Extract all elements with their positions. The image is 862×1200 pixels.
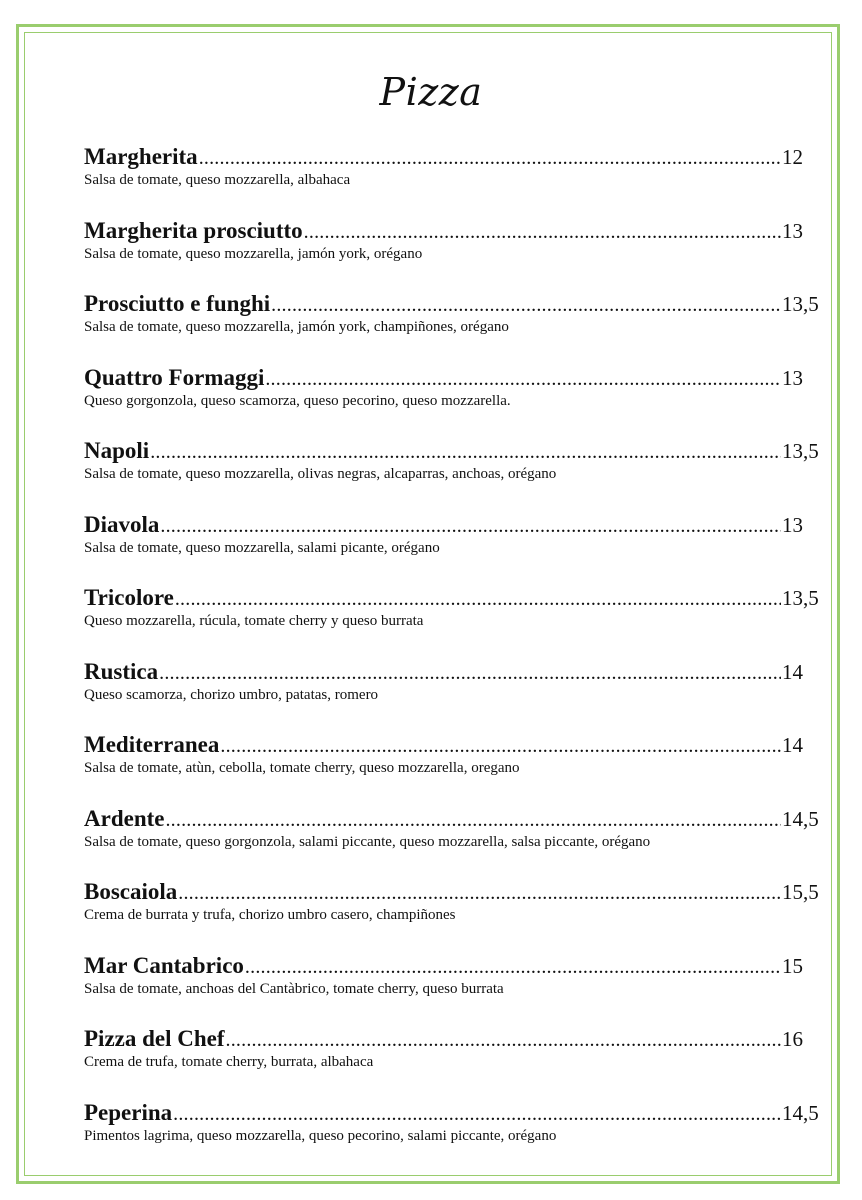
menu-item-price: 13 [782,365,803,390]
menu-item-price: 12 [782,145,803,169]
menu-item-price: 16 [782,1027,803,1051]
menu-item-price: 14 [782,733,803,757]
menu-item-description: Salsa de tomate, queso mozzarella, olivas negras, alcaparras, anchoas, orégano [84,466,557,482]
menu-item-price: 14 [782,659,803,684]
menu-item [84,289,834,363]
menu-title: Pizza [379,70,483,114]
menu-item-row [84,510,834,540]
menu-item-row [84,730,834,760]
menu-item-name: Mediterranea [84,732,220,757]
menu-item [84,657,834,731]
menu-item [84,583,834,657]
pizza-menu-list [84,142,834,1171]
menu-item-row [84,877,834,907]
menu-item-name: Pizza del Chef [84,1026,225,1051]
menu-item [84,1098,834,1172]
menu-item-description: Salsa de tomate, queso gorgonzola, salami piccante, queso mozzarella, salsa piccante, orégano [84,833,651,850]
menu-item [84,877,834,951]
menu-item-description: Queso mozzarella, rúcula, tomate cherry y queso burrata [84,613,424,629]
menu-item-price: 13,5 [782,586,819,610]
menu-item-name: Boscaiola [84,879,178,904]
menu-item-row [84,436,834,466]
menu-item-description: Salsa de tomate, anchoas del Cantàbrico, tomate cherry, queso burrata [84,980,504,997]
menu-item-price: 13 [782,218,803,243]
menu-item [84,510,834,584]
menu-item-name: Peperina [84,1099,173,1125]
menu-item-description: Salsa de tomate, queso mozzarella, jamón york, champiñones, orégano [84,319,509,335]
menu-item-row [84,289,834,319]
menu-item [84,216,834,290]
menu-item-row [84,657,834,687]
menu-item [84,1024,834,1098]
menu-item-price: 13 [782,512,803,537]
menu-item-name: Tricolore [84,585,174,610]
menu-item-row [84,142,834,172]
menu-item [84,142,834,216]
menu-item-description: Salsa de tomate, queso mozzarella, salami picante, orégano [84,539,440,556]
menu-item-row [84,583,834,613]
menu-item-row [84,1024,834,1054]
menu-item-row [84,804,834,834]
menu-item [84,730,834,804]
menu-item-description: Salsa de tomate, queso mozzarella, jamón york, orégano [84,245,423,262]
menu-item-name: Ardente [84,805,165,831]
menu-item-description: Queso scamorza, chorizo umbro, patatas, romero [84,686,379,703]
menu-item-name: Napoli [84,438,150,463]
menu-item-price: 14,5 [782,806,819,831]
menu-item-price: 14,5 [782,1100,819,1125]
menu-item [84,363,834,437]
menu-item-name: Prosciutto e funghi [84,291,271,316]
menu-item-name: Mar Cantabrico [84,952,244,978]
menu-item-description: Salsa de tomate, queso mozzarella, albahaca [84,172,351,188]
menu-item-price: 15,5 [782,880,819,904]
menu-item-description: Crema de burrata y trufa, chorizo umbro casero, champiñones [84,907,456,923]
menu-item-description: Salsa de tomate, atùn, cebolla, tomate cherry, queso mozzarella, oregano [84,760,520,776]
menu-item-description: Queso gorgonzola, queso scamorza, queso pecorino, queso mozzarella. [84,392,511,409]
menu-item [84,436,834,510]
menu-item-row [84,363,834,393]
menu-item-row [84,951,834,981]
menu-item [84,951,834,1025]
menu-item-description: Pimentos lagrima, queso mozzarella, queso pecorino, salami piccante, orégano [84,1127,557,1144]
menu-item-description: Crema de trufa, tomate cherry, burrata, albahaca [84,1054,374,1070]
menu-item-name: Quattro Formaggi [84,364,265,390]
menu-item-name: Margherita [84,144,198,169]
menu-item-name: Margherita prosciutto [84,217,303,243]
menu-item-row [84,216,834,246]
menu-item-price: 15 [782,953,803,978]
menu-item-row [84,1098,834,1128]
menu-item-name: Rustica [84,658,159,684]
menu-item-price: 13,5 [782,439,819,463]
menu-item [84,804,834,878]
menu-item-name: Diavola [84,511,160,537]
menu-item-price: 13,5 [782,292,819,316]
